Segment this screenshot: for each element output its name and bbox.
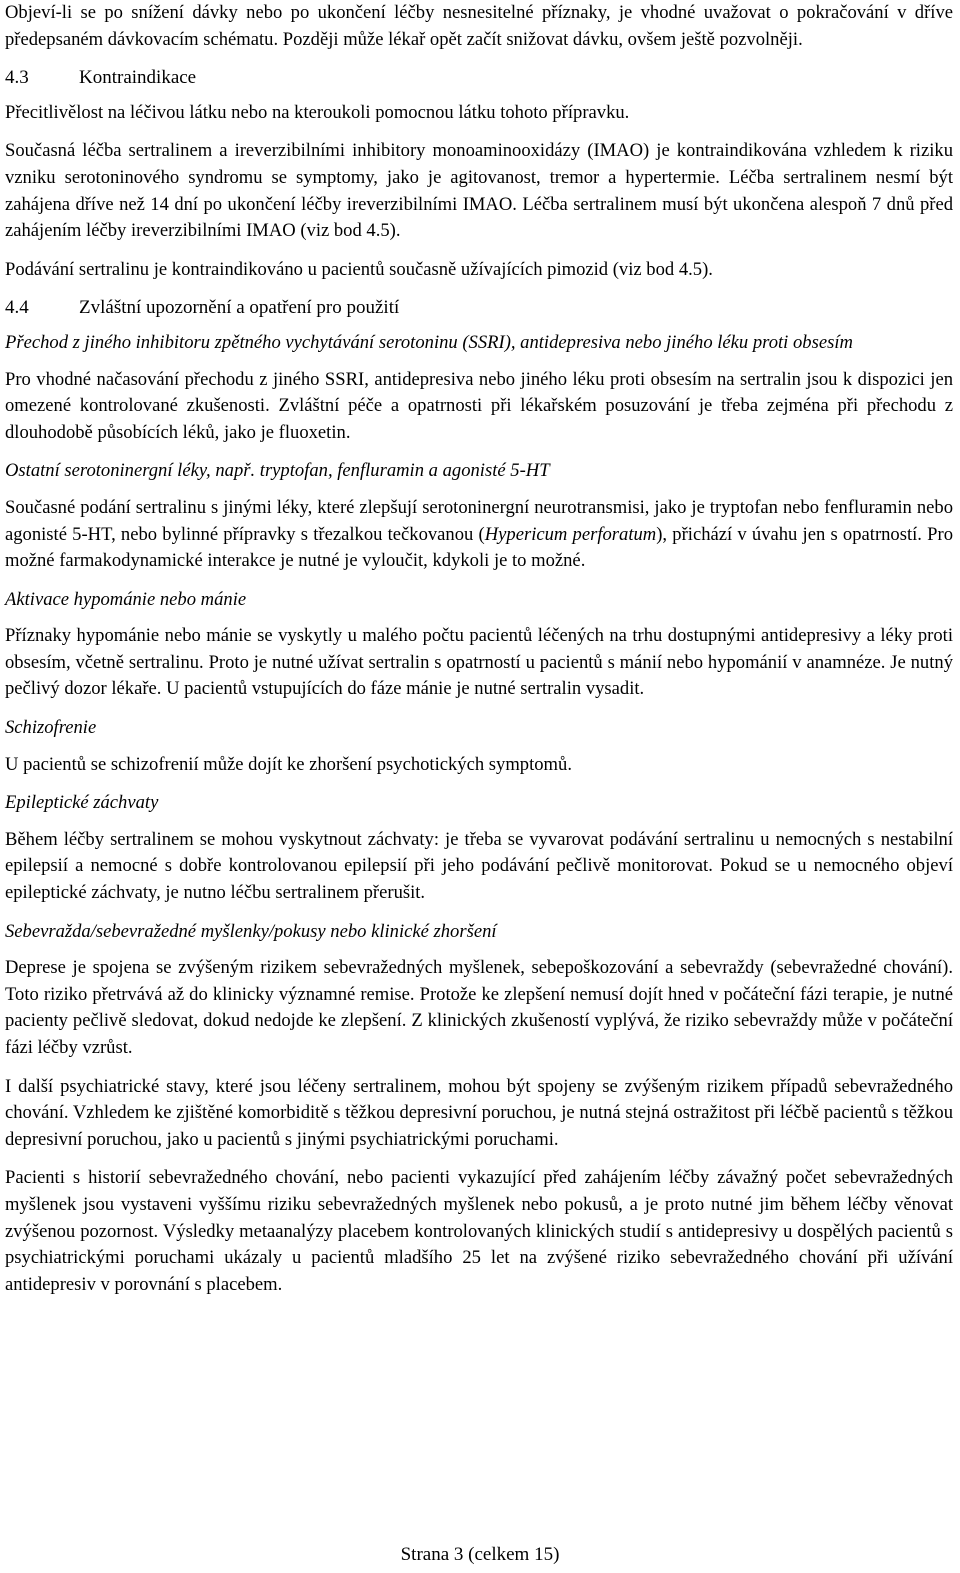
section-number: 4.3 — [5, 67, 29, 89]
paragraph-text: ), přichází v úvahu jen s opatrností. Pro možné farmakodynamické interakce je nutné je vyloučit, kdykoli je to možné. — [5, 523, 953, 572]
paragraph: Podávání sertralinu je kontraindikováno u pacientů současně užívajících pimozid (viz bod 4.5). — [5, 258, 713, 280]
section-number: 4.4 — [5, 297, 29, 319]
latin-plant-name: Hypericum perforatum — [484, 523, 657, 545]
paragraph: Deprese je spojena se zvýšeným rizikem sebevražedných myšlenek, sebepoškozování a sebevraždy (sebevražedné chování). Toto riziko přetrvává až do klinicky významné remise. Protože ke zlepšení nemusí dojít hned v počáteční fázi terapie, je nutné pacienty pečlivě sledovat, dokud nedojde ke zlepšení. Z klinických zkušeností vyplývá, že riziko sebevraždy může v počáteční fázi léčby vzrůst. — [5, 957, 953, 1058]
paragraph: Současná léčba sertralinem a ireverzibilními inhibitory monoaminooxidázy (IMAO) je kontraindikována vzhledem k riziku vzniku serotoninového syndromu se symptomy, jako je agitovanost, tremor a hypertermie. Léčba sertralinem nesmí být zahájena dříve než 14 dní po ukončení léčby ireverzibilními IMAO. Léčba sertralinem musí být ukončena alespoň 7 dnů před zahájením léčby ireverzibilními IMAO (viz bod 4.5). — [5, 140, 953, 242]
paragraph: Příznaky hypománie nebo mánie se vyskytly u malého počtu pacientů léčených na trhu dostupnými antidepresivy a léky proti obsesím, včetně sertralinu. Proto je nutné užívat sertralin s opatrností u pacientů s mánií nebo hypománií v anamnéze. Je nutný pečlivý dozor lékaře. U pacientů vstupujících do fáze mánie je nutné sertralin vysadit. — [5, 625, 953, 700]
document-body — [5, 0, 953, 1298]
paragraph: Pacienti s historií sebevražedného chování, nebo pacienti vykazující před zahájením léčby závažný počet sebevražedných myšlenek jsou vystaveni vyššímu riziku sebevražedných myšlenek nebo pokusů, a je proto nutné jim během léčby věnovat zvýšenou pozornost. Výsledky metaanalýzy placebem kontrolovaných klinických studií s antidepresivy u dospělých pacientů s psychiatrickými poruchami ukázaly u pacientů mladšího 25 let na zvýšené riziko sebevražedného chování při užívání antidepresiv v porovnání s placebem. — [5, 1167, 953, 1295]
paragraph: U pacientů se schizofrenií může dojít ke zhoršení psychotických symptomů. — [5, 753, 572, 775]
subsection-title: Ostatní serotoninergní léky, např. tryptofan, fenfluramin a agonisté 5-HT — [5, 460, 550, 482]
subsection-title: Přechod z jiného inhibitoru zpětného vychytávání serotoninu (SSRI), antidepresiva nebo jiného léku proti obsesím — [5, 331, 853, 353]
subsection-title: Epileptické záchvaty — [5, 792, 159, 814]
subsection-title: Sebevražda/sebevražedné myšlenky/pokusy nebo klinické zhoršení — [5, 920, 497, 942]
section-heading-4-4 — [5, 295, 953, 322]
paragraph-text: Současné podání sertralinu s jinými léky, které zlepšují serotoninergní neurotransmisi, jako je tryptofan nebo fenfluramin nebo agonisté 5-HT, nebo bylinné přípravky s třezalkou tečkovanou ( — [5, 496, 953, 545]
paragraph: Pro vhodné načasování přechodu z jiného SSRI, antidepresiva nebo jiného léku proti obsesím na sertralin jsou k dispozici jen omezené kontrolované zkušenosti. Zvláštní péče a opatrnosti při lékařském posuzování je třeba zejména při přechodu z dlouhodobě působících léků, jako je fluoxetin. — [5, 368, 953, 443]
page-footer: Strana 3 (celkem 15) — [400, 1544, 560, 1565]
section-title: Kontraindikace — [79, 67, 197, 89]
section-heading-4-3 — [5, 65, 953, 92]
paragraph: I další psychiatrické stavy, které jsou léčeny sertralinem, mohou být spojeny se zvýšeným rizikem případů sebevražedného chování. Vzhledem ke zjištěné komorbiditě s těžkou depresivní poruchou, je nutná stejná ostražitost při léčbě pacientů s těžkou depresivní poruchou, jako u pacientů s jinými psychiatrickými poruchami. — [5, 1075, 953, 1150]
subsection-title: Schizofrenie — [5, 717, 97, 739]
paragraph: Během léčby sertralinem se mohou vyskytnout záchvaty: je třeba se vyvarovat podávání sertralinu u nemocných s nestabilní epilepsií a nemocné s dobře kontrolovanou epilepsií při jeho podávání pečlivě monitorovat. Pokud se u nemocného objeví epileptické záchvaty, je nutno léčbu sertralinem přerušit. — [5, 828, 953, 904]
paragraph — [5, 495, 953, 575]
section-title: Zvláštní upozornění a opatření pro použití — [79, 297, 400, 319]
intro-paragraph: Objeví-li se po snížení dávky nebo po ukončení léčby nesnesitelné příznaky, je vhodné uvažovat o pokračování v dříve předepsaném dávkovacím schématu. Později může lékař opět začít snižovat dávku, ovšem ještě pozvolněji. — [5, 2, 953, 50]
paragraph: Přecitlivělost na léčivou látku nebo na kteroukoli pomocnou látku tohoto přípravku. — [5, 101, 630, 123]
subsection-title: Aktivace hypománie nebo mánie — [5, 588, 247, 610]
